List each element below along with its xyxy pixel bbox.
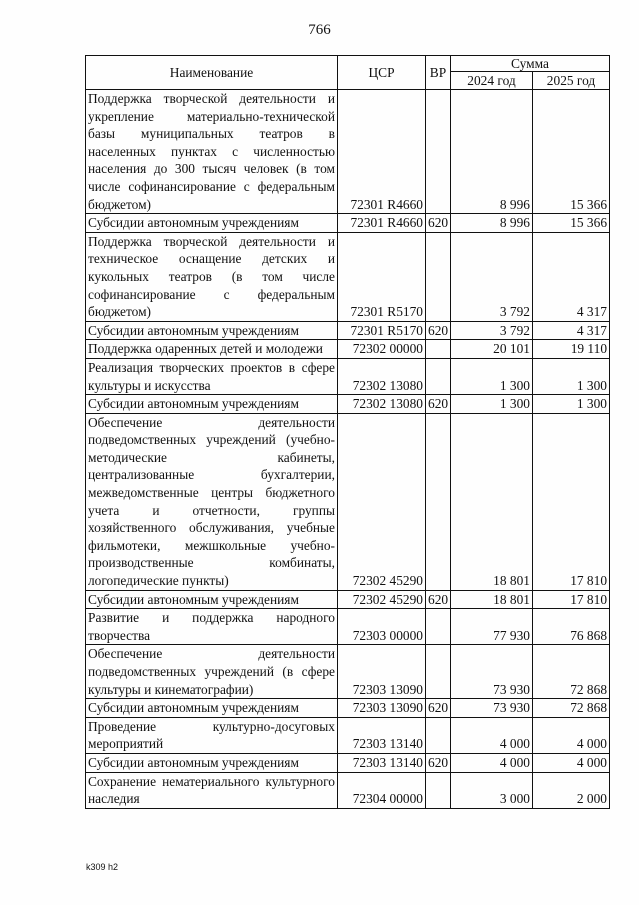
row-sum-2025: 19 110 (533, 340, 610, 359)
header-year-2024: 2024 год (451, 72, 533, 90)
row-sum-2025: 76 868 (533, 609, 610, 645)
table-row (86, 413, 610, 590)
header-csr: ЦСР (338, 56, 426, 90)
table-row (86, 358, 610, 394)
row-csr: 72301 R5170 (338, 232, 426, 321)
row-vr (426, 232, 451, 321)
table-row (86, 90, 610, 214)
row-sum-2024: 3 000 (451, 772, 533, 808)
row-vr (426, 645, 451, 699)
table-row (86, 340, 610, 359)
header-sum: Сумма (451, 56, 610, 72)
row-csr: 72302 13080 (338, 358, 426, 394)
row-vr: 620 (426, 753, 451, 772)
table-row (86, 772, 610, 808)
row-csr: 72303 13090 (338, 699, 426, 718)
row-sum-2024: 73 930 (451, 645, 533, 699)
row-sum-2025: 15 366 (533, 214, 610, 233)
table-row (86, 753, 610, 772)
footer-code: k309 h2 (86, 862, 119, 872)
row-sum-2025: 4 000 (533, 753, 610, 772)
row-name: Развитие и поддержка народного творчества (86, 609, 338, 645)
row-sum-2024: 3 792 (451, 321, 533, 340)
table-row (86, 395, 610, 414)
row-vr (426, 717, 451, 753)
table-row (86, 214, 610, 233)
row-sum-2024: 18 801 (451, 590, 533, 609)
row-csr: 72302 13080 (338, 395, 426, 414)
header-year-2025: 2025 год (533, 72, 610, 90)
table-row (86, 717, 610, 753)
row-vr (426, 90, 451, 214)
row-name: Поддержка творческой деятельности и техническое оснащение детских и кукольных театров (в том числе софинансирование с федеральным бюджетом) (86, 232, 338, 321)
row-name: Обеспечение деятельности подведомственных учреждений (в сфере культуры и кинематографии) (86, 645, 338, 699)
row-sum-2024: 3 792 (451, 232, 533, 321)
row-sum-2024: 73 930 (451, 699, 533, 718)
row-name: Субсидии автономным учреждениям (86, 590, 338, 609)
row-csr: 72303 13090 (338, 645, 426, 699)
row-vr: 620 (426, 395, 451, 414)
table-row (86, 699, 610, 718)
row-name: Субсидии автономным учреждениям (86, 699, 338, 718)
row-sum-2025: 4 317 (533, 321, 610, 340)
table-row (86, 232, 610, 321)
row-csr: 72303 13140 (338, 753, 426, 772)
table-row (86, 590, 610, 609)
header-vr: ВР (426, 56, 451, 90)
row-sum-2025: 4 000 (533, 717, 610, 753)
page-number: 766 (308, 22, 331, 38)
row-sum-2025: 1 300 (533, 358, 610, 394)
row-vr (426, 413, 451, 590)
row-sum-2025: 2 000 (533, 772, 610, 808)
row-name: Обеспечение деятельности подведомственных учреждений (учебно-методические кабинеты, централизованные бухгалтерии, межведомственные центры бюджетного учета и отчетности, группы хозяйственного обслуживания, учебные фильмотеки, межшкольные учебно-производственные комбинаты, логопедические пункты) (86, 413, 338, 590)
row-vr: 620 (426, 321, 451, 340)
row-vr (426, 609, 451, 645)
row-csr: 72302 45290 (338, 413, 426, 590)
row-sum-2024: 18 801 (451, 413, 533, 590)
row-vr: 620 (426, 214, 451, 233)
row-sum-2025: 17 810 (533, 590, 610, 609)
row-sum-2025: 1 300 (533, 395, 610, 414)
row-csr: 72303 13140 (338, 717, 426, 753)
row-csr: 72302 00000 (338, 340, 426, 359)
row-name: Поддержка творческой деятельности и укрепление материально-технической базы муниципальных театров в населенных пунктах с численностью населения до 300 тысяч человек (в том числе софинансирование с федеральным бюджетом) (86, 90, 338, 214)
row-name: Реализация творческих проектов в сфере культуры и искусства (86, 358, 338, 394)
table-body (86, 90, 610, 809)
row-name: Проведение культурно-досуговых мероприятий (86, 717, 338, 753)
row-name: Поддержка одаренных детей и молодежи (86, 340, 338, 359)
row-csr: 72301 R4660 (338, 214, 426, 233)
row-name: Субсидии автономным учреждениям (86, 214, 338, 233)
table-header (86, 56, 610, 90)
table-row (86, 645, 610, 699)
row-vr (426, 340, 451, 359)
row-sum-2025: 15 366 (533, 90, 610, 214)
row-sum-2024: 4 000 (451, 753, 533, 772)
row-name: Субсидии автономным учреждениям (86, 395, 338, 414)
row-sum-2024: 77 930 (451, 609, 533, 645)
row-csr: 72301 R5170 (338, 321, 426, 340)
row-vr (426, 358, 451, 394)
row-csr: 72302 45290 (338, 590, 426, 609)
row-name: Субсидии автономным учреждениям (86, 321, 338, 340)
row-sum-2025: 17 810 (533, 413, 610, 590)
budget-table (85, 55, 610, 809)
table-row (86, 321, 610, 340)
row-name: Сохранение нематериального культурного наследия (86, 772, 338, 808)
row-vr: 620 (426, 590, 451, 609)
row-sum-2024: 4 000 (451, 717, 533, 753)
row-csr: 72301 R4660 (338, 90, 426, 214)
row-sum-2025: 72 868 (533, 699, 610, 718)
row-sum-2025: 72 868 (533, 645, 610, 699)
row-vr (426, 772, 451, 808)
row-sum-2024: 20 101 (451, 340, 533, 359)
row-name: Субсидии автономным учреждениям (86, 753, 338, 772)
table-row (86, 609, 610, 645)
row-sum-2024: 1 300 (451, 358, 533, 394)
row-sum-2024: 8 996 (451, 214, 533, 233)
row-csr: 72304 00000 (338, 772, 426, 808)
row-csr: 72303 00000 (338, 609, 426, 645)
header-name: Наименование (86, 56, 338, 90)
row-sum-2024: 1 300 (451, 395, 533, 414)
row-sum-2024: 8 996 (451, 90, 533, 214)
row-sum-2025: 4 317 (533, 232, 610, 321)
row-vr: 620 (426, 699, 451, 718)
